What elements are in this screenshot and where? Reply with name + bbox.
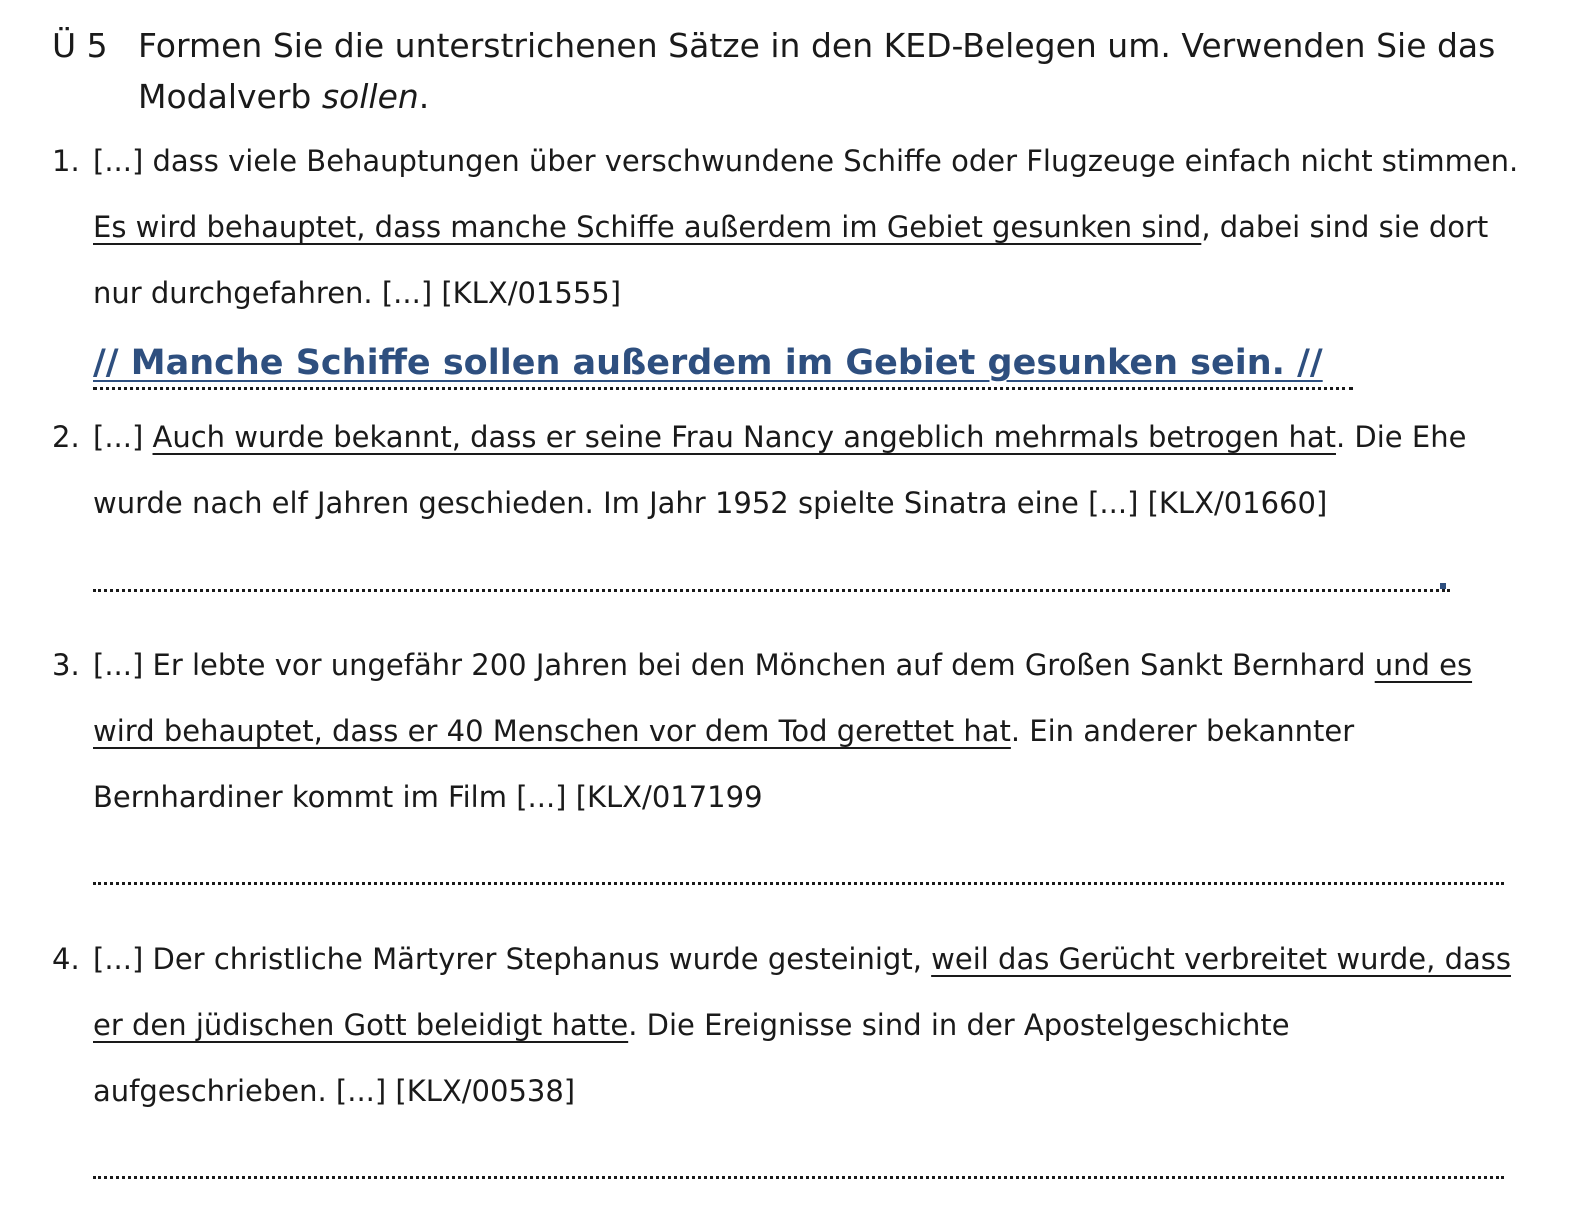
item-underlined-sentence: Es wird behauptet, dass manche Schiffe außerdem im Gebiet gesunken sind [93,210,1202,244]
answer-field-4[interactable] [93,1176,1504,1179]
exercise-heading [52,20,1562,122]
item-text [93,632,1532,830]
item-underlined-sentence: weil das Gerücht verbreitet wurde, dass er den jüdischen Gott beleidigt hatte [93,942,1511,1042]
item-text [93,128,1532,326]
exercise-number: Ü 5 [52,26,108,65]
item-text-after: , dabei sind sie dort nur durchgefahren. [...] [KLX/01555] [93,210,1489,310]
exercise-item-4 [52,926,1532,1124]
answer-field-2-end-mark [1440,583,1446,589]
item-number: 2. [52,420,80,454]
exercise-item-2 [52,404,1532,536]
item-text-after: . Die Ereignisse sind in der Apostelgeschichte aufgeschrieben. [...] [KLX/00538] [93,1008,1290,1108]
item-number: 4. [52,942,80,976]
instruction-text: Formen Sie die unterstrichenen Sätze in den KED-Belegen um. Verwenden Sie das Modalverb [138,26,1496,116]
item-text [93,926,1532,1124]
item-number: 1. [52,144,80,178]
item-text-before: [...] [93,420,153,454]
item-text-after: . Die Ehe wurde nach elf Jahren geschieden. Im Jahr 1952 spielte Sinatra eine [...] [KLX/01660] [93,420,1467,520]
item-text-before: [...] Er lebte vor ungefähr 200 Jahren bei den Mönchen auf dem Großen Sankt Bernhard [93,648,1375,682]
exercise-instruction [138,20,1562,122]
instruction-modal-verb: sollen [321,77,419,116]
item-text-before: [...] dass viele Behauptungen über verschwundene Schiffe oder Flugzeuge einfach nicht stimmen. [93,144,1519,178]
answer-field-3[interactable] [93,882,1504,885]
item-text-after: . Ein anderer bekannter Bernhardiner kommt im Film [...] [KLX/017199 [93,714,1355,814]
answer-field-2[interactable] [93,589,1450,592]
exercise-item-1 [52,128,1532,326]
item-number: 3. [52,648,80,682]
exercise-item-3 [52,632,1532,830]
item-text [93,404,1532,536]
item-text-before: [...] Der christliche Märtyrer Stephanus wurde gesteinigt, [93,942,932,976]
instruction-end: . [418,77,430,116]
item-underlined-sentence: und es wird behauptet, dass er 40 Menschen vor dem Tod gerettet hat [93,648,1473,748]
item-underlined-sentence: Auch wurde bekannt, dass er seine Frau Nancy angeblich mehrmals betrogen hat [152,420,1336,454]
answer-field-1[interactable]: // Manche Schiffe sollen außerdem im Gebiet gesunken sein. // [93,341,1353,390]
